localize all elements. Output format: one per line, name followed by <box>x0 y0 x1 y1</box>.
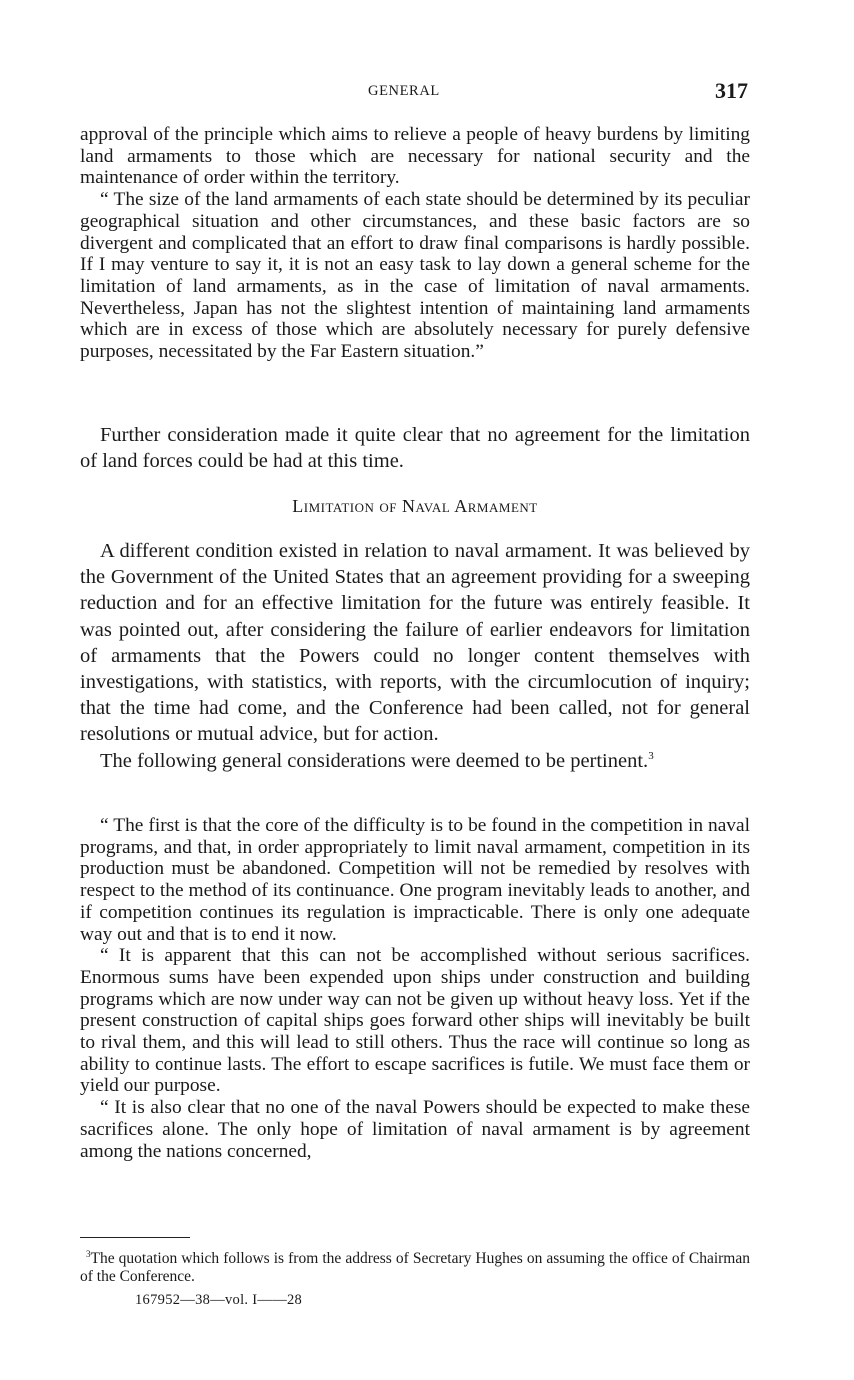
quote-paragraph: “ The size of the land armaments of each state should be determined by its peculiar geographical situation and other circumstances, and these basic factors are so divergent and complicated that an effort to draw final comparisons is hardly possible. If I may venture to say it, it is not an easy task to lay down a general scheme for the limitation of land armaments, as in the case of limitation of naval armaments. Nevertheless, Japan has not the slightest intention of maintaining land armaments which are in excess of those which are absolutely necessary for purely defensive purposes, necessitated by the Far Eastern situation.” <box>80 189 750 363</box>
quote-paragraph: “ The first is that the core of the difficulty is to be found in the competition in naval programs, and that, in order appropriately to limit naval armament, competition in its production must be abandoned. Competition will not be remedied by resolves with respect to the method of its continuance. One program inevitably leads to another, and if competition continues its regulation is impracticable. There is only one adequate way out and that is to end it now. <box>80 815 750 945</box>
page-header <box>80 80 750 110</box>
quote-paragraph: “ It is also clear that no one of the naval Powers should be expected to make these sacrifices alone. The only hope of limitation of naval armament is by agreement among the nations concerned, <box>80 1097 750 1162</box>
printer-signature-mark: 167952—38—vol. I——28 <box>135 1292 303 1308</box>
running-head: GENERAL <box>368 83 440 99</box>
quote-paragraph: approval of the principle which aims to relieve a people of heavy burdens by limiting land armaments to those which are necessary for national security and the maintenance of order within the territory. <box>80 124 750 189</box>
quote-paragraph: “ It is apparent that this can not be accomplished without serious sacrifices. Enormous sums have been expended upon ships under construction and building programs which are now under way can not be given up without heavy loss. Yet if the present construction of capital ships goes forward other ships will inevitably be built to rival them, and this will lead to still others. Thus the race will continue so long as ability to continue lasts. The effort to escape sacrifices is futile. We must face them or yield our purpose. <box>80 945 750 1097</box>
page-number: 317 <box>715 78 748 103</box>
footnote <box>80 1250 750 1286</box>
body-paragraph-text: The following general considerations were deemed to be pertinent. <box>100 749 649 772</box>
body-paragraph-naval <box>80 538 750 774</box>
body-paragraph: A different condition existed in relation to naval armament. It was believed by the Government of the United States that an agreement providing for a sweeping reduction and for an effective limitation for the future was entirely feasible. It was pointed out, after considering the failure of earlier endeavors for limitation of armaments that the Powers could no longer content themselves with investigations, with statistics, with reports, with the circumlocution of inquiry; that the time had come, and the Conference had been called, not for general resolutions or mutual advice, but for action. <box>80 540 750 746</box>
body-paragraph <box>80 748 750 774</box>
footnote-text: The quotation which follows is from the address of Secretary Hughes on assuming the office of Chairman of the Conference. <box>80 1250 750 1285</box>
footnote-divider <box>80 1237 190 1238</box>
footnote-reference[interactable]: 3 <box>648 749 654 762</box>
section-heading: Limitation of Naval Armament <box>292 496 538 516</box>
quote-block-land-armaments <box>80 124 750 363</box>
quote-block-naval-considerations <box>80 815 750 1162</box>
body-paragraph: Further consideration made it quite clear that no agreement for the limitation of land forces could be had at this time. <box>80 424 750 473</box>
footnote-marker: 3 <box>86 1248 91 1259</box>
body-paragraph-land-forces <box>80 422 750 474</box>
